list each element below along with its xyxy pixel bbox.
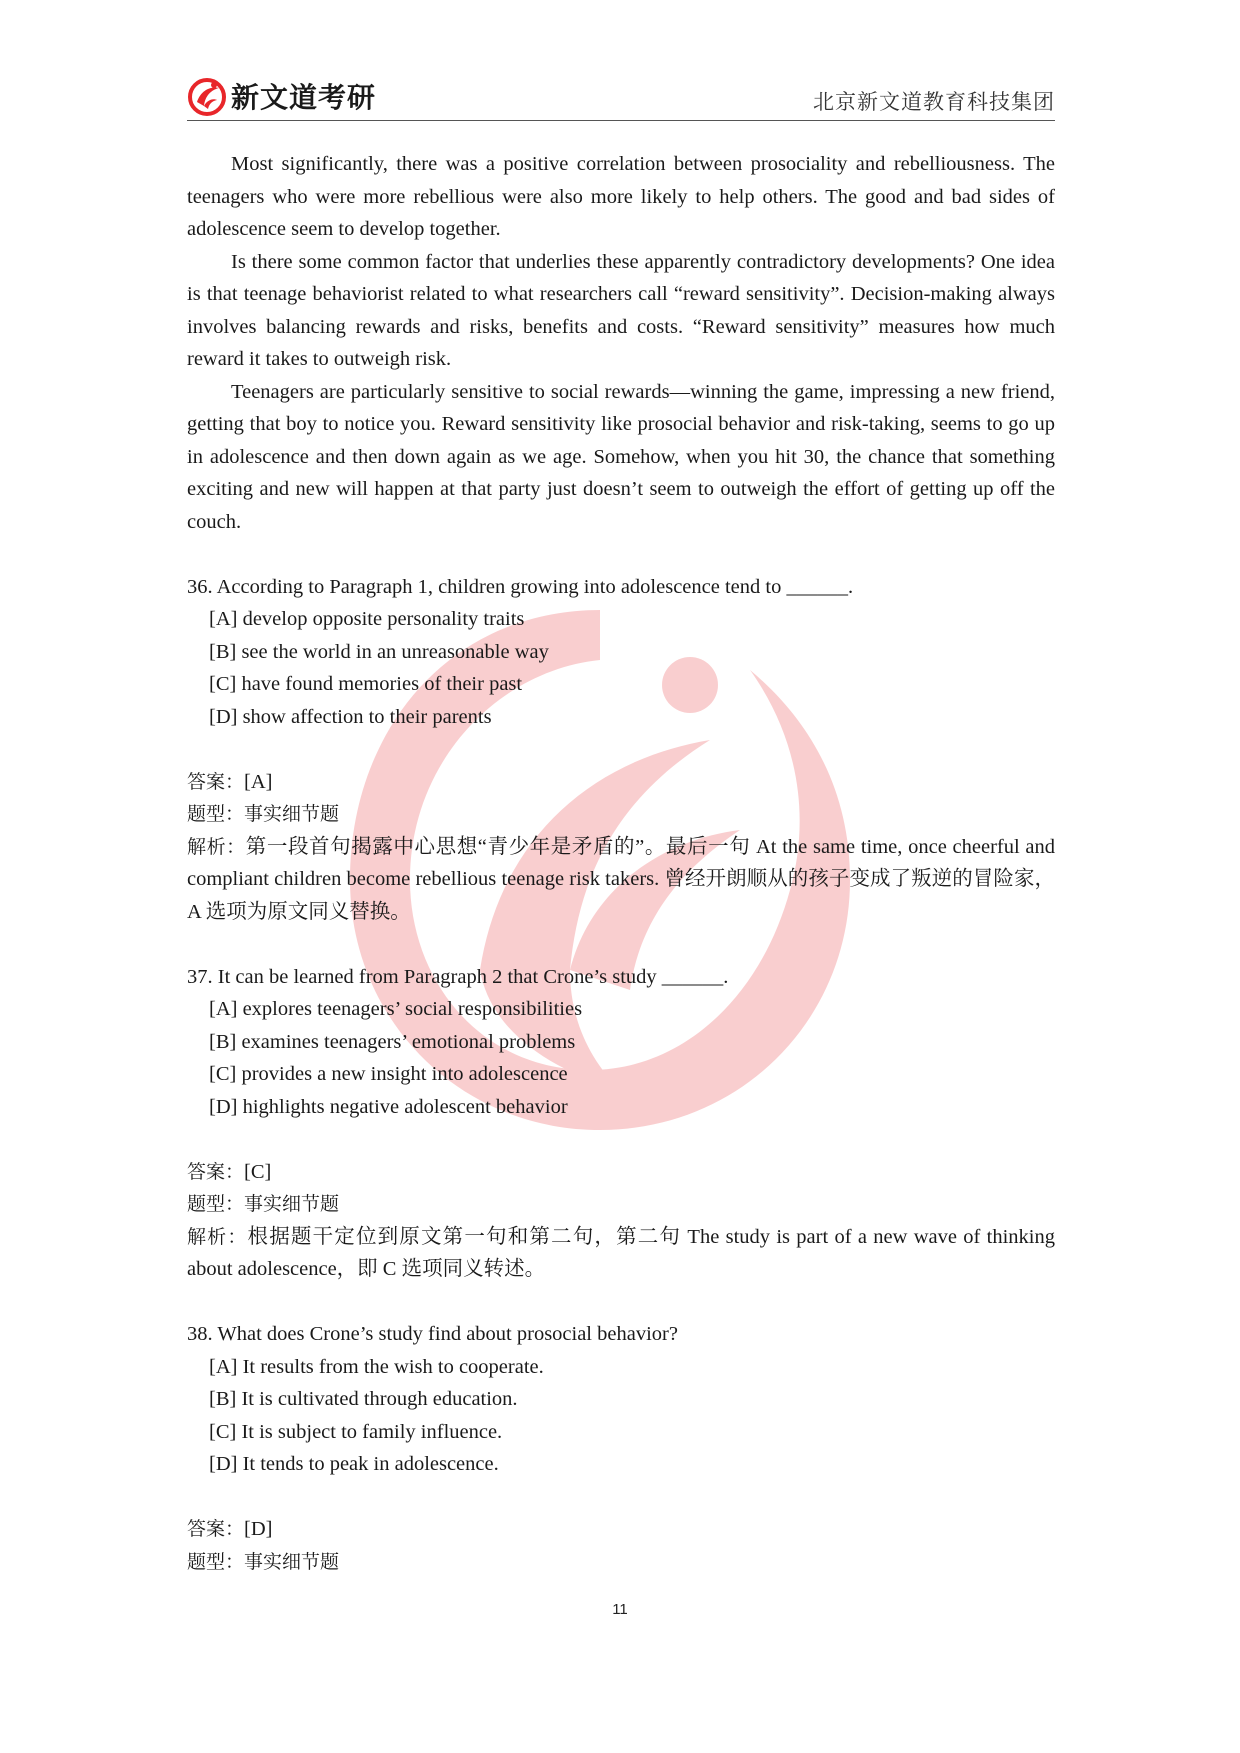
brand-logo [187,76,376,116]
analysis-label: 解析： [187,1225,248,1248]
answer-line [187,1513,1055,1546]
question-37 [187,961,1055,1286]
option-d: [D] highlights negative adolescent behavior [209,1095,568,1118]
type-label: 题型： [187,1550,245,1573]
option-a: [A] develop opposite personality traits [209,608,525,630]
type-value: 事实细节题 [244,803,340,825]
type-line [187,1188,1055,1221]
option-c: [C] have found memories of their past [209,673,523,695]
type-value: 事实细节题 [244,1193,340,1215]
analysis-line [187,1221,1055,1286]
page-number: 11 [612,1601,628,1618]
type-label: 题型： [187,803,245,825]
analysis-label: 解析： [187,835,246,858]
question-stem: 36. According to Paragraph 1, children growing into adolescence tend to ______. [187,575,854,598]
type-line [187,1546,1055,1579]
option-c: [C] It is subject to family influence. [209,1420,503,1443]
option-b: [B] see the world in an unreasonable way [209,640,549,663]
answer-label: 答案： [187,1518,245,1540]
analysis-line [187,831,1055,929]
option-a: [A] explores teenagers’ social responsibilities [209,998,583,1020]
organization-name: 北京新文道教育科技集团 [813,90,1055,114]
question-stem: 37. It can be learned from Paragraph 2 that Crone’s study ______. [187,965,729,988]
type-line [187,798,1055,831]
type-label: 题型： [187,1193,245,1215]
phoenix-logo-icon [187,76,227,116]
logo-text: 新文道考研 [231,81,377,114]
answer-label: 答案： [187,1160,245,1183]
question-stem: 38. What does Crone’s study find about prosocial behavior? [187,1323,678,1345]
passage-paragraph: Teenagers are particularly sensitive to social rewards—winning the game, impressing a new friend, getting that boy to notice you. Reward sensitivity like prosocial behavior and risk-taking, seems to go up in adolescence and then down again as we age. Somehow, when you hit 30, the chance that something exciting and new will happen at that party just doesn’t seem to outweigh the effort of getting up off the couch. [187,380,1055,533]
analysis-text: 第一段首句揭露中心思想“青少年是矛盾的”。最后一句 At the same time, once cheerful and compliant children become rebellious teenage risk takers. 曾经开朗顺从的孩子变成了叛逆的冒险家，A 选项为原文同义替换。 [187,835,1055,923]
answer-line [187,766,1055,799]
option-b: [B] It is cultivated through education. [209,1388,518,1410]
answer-value: [C] [244,1160,272,1183]
option-d: [D] show affection to their parents [209,705,492,728]
question-38 [187,1318,1055,1578]
answer-value: [A] [244,770,273,793]
document-body [187,148,1055,1578]
answer-value: [D] [244,1518,273,1540]
option-b: [B] examines teenagers’ emotional problems [209,1030,576,1053]
option-d: [D] It tends to peak in adolescence. [209,1453,499,1475]
answer-line [187,1156,1055,1189]
option-a: [A] It results from the wish to cooperate. [209,1355,544,1378]
answer-label: 答案： [187,770,245,793]
page-header [187,70,1055,121]
option-c: [C] provides a new insight into adolescence [209,1063,568,1085]
passage-paragraph: Is there some common factor that underlies these apparently contradictory developments? One idea is that teenage behaviorist related to what researchers call “reward sensitivity”. Decision-making always involves balancing rewards and risks, benefits and costs. “Reward sensitivity” measures how much reward it takes to outweigh risk. [187,250,1055,370]
type-value: 事实细节题 [244,1550,340,1573]
question-36 [187,571,1055,929]
passage-paragraph: Most significantly, there was a positive correlation between prosociality and rebelliousness. The teenagers who were more rebellious were also more likely to help others. The good and bad sides of adolescence seem to develop together. [187,153,1055,240]
analysis-text: 根据题干定位到原文第一句和第二句，第二句 The study is part of a new wave of thinking about adolescence，即 C 选项同义转述。 [187,1225,1055,1280]
